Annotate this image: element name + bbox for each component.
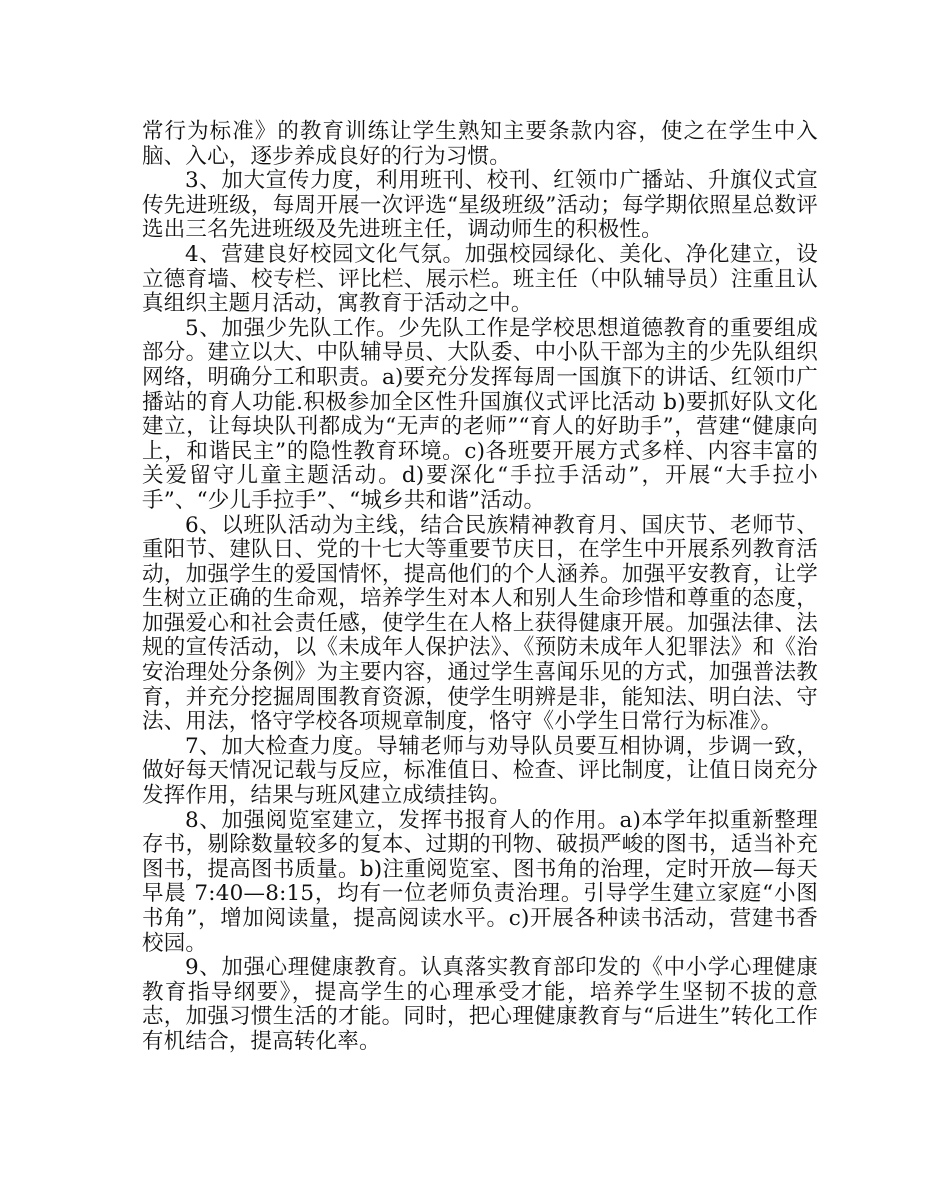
paragraph-item-6: 6、以班队活动为主线，结合民族精神教育月、国庆节、老师节、重阳节、建队日、党的十七大等重要节庆日，在学生中开展系列教育活动，加强学生的爱国情怀，提高他们的个人涵养。加强平安教育，让学生树立正确的生命观，培养学生对本人和别人生命珍惜和尊重的态度，加强爱心和社会责任感，使学生在人格上获得健康开展。加强法律、法规的宣传活动，以《未成年人保护法》、《预防未成年人犯罪法》和《治安治理处分条例》为主要内容，通过学生喜闻乐见的方式，加强普法教育，并充分挖掘周围教育资源，使学生明辨是非，能知法、明白法、守法、用法，恪守学校各项规章制度，恪守《小学生日常行为标准》。 [142,512,818,735]
paragraph-item-9: 9、加强心理健康教育。认真落实教育部印发的《中小学心理健康教育指导纲要》，提高学生的心理承受才能，培养学生坚韧不拔的意志，加强习惯生活的才能。同时，把心理健康教育与“后进生”转化工作有机结合，提高转化率。 [142,955,818,1054]
document-body [142,120,818,1055]
paragraph-item-4: 4、营建良好校园文化气氛。加强校园绿化、美化、净化建立，设立德育墙、校专栏、评比栏、展示栏。班主任（中队辅导员）注重且认真组织主题月活动，寓教育于活动之中。 [142,241,818,317]
paragraph-item-7: 7、加大检查力度。导辅老师与劝导队员要互相协调，步调一致，做好每天情况记载与反应，标准值日、检查、评比制度，让值日岗充分发挥作用，结果与班风建立成绩挂钩。 [142,733,818,809]
paragraph-item-3: 3、加大宣传力度，利用班刊、校刊、红领巾广播站、升旗仪式宣传先进班级，每周开展一次评选“星级班级”活动；每学期依照星总数评选出三名先进班级及先进班主任，调动师生的积极性。 [142,168,818,243]
paragraph-item-8: 8、加强阅览室建立，发挥书报育人的作用。a)本学年拟重新整理存书，剔除数量较多的复本、过期的刊物、破损严峻的图书，适当补充图书，提高图书质量。b)注重阅览室、图书角的治理，定时开放—每天早晨 7:40—8:15，均有一位老师负责治理。引导学生建立家庭“小图书角”，增加阅读量，提高阅读水平。c)开展各种读书活动，营建书香校园。 [142,807,818,956]
paragraph-continuation: 常行为标准》的教育训练让学生熟知主要条款内容，使之在学生中入脑、入心，逐步养成良好的行为习惯。 [142,119,818,169]
paragraph-item-5: 5、加强少先队工作。少先队工作是学校思想道德教育的重要组成部分。建立以大、中队辅导员、大队委、中小队干部为主的少先队组织网络，明确分工和职责。a)要充分发挥每周一国旗下的讲话、红领巾广播站的育人功能.积极参加全区性升国旗仪式评比活动 b)要抓好队文化建立，让每块队刊都成为“无声的老师”“育人的好助手”，营建“健康向上，和谐民主”的隐性教育环境。c)各班要开展方式多样、内容丰富的关爱留守儿童主题活动。d)要深化“手拉手活动”，开展“大手拉小手”、“少儿手拉手”、“城乡共和谐”活动。 [142,315,818,513]
